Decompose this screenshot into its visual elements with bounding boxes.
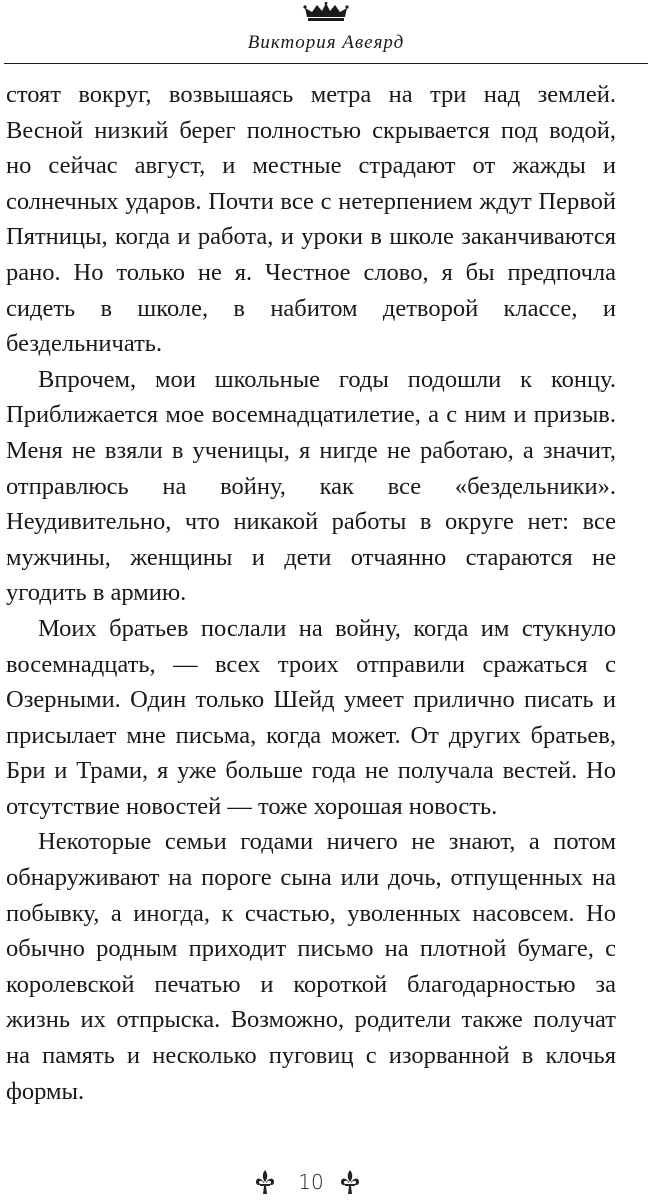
paragraph-3: Моих братьев послали на войну, когда им стукнуло восемнадцать, — всех троих отправили сражаться с Озерными. Один только Шейд умеет прилично писать и присылает мне письма, когда может. От других братьев, Бри и Трами, я уже больше года не получала вестей. Но отсутствие новостей — тоже хорошая новость. [6, 614, 616, 820]
fleur-de-lis-icon [339, 1168, 361, 1196]
header-divider [4, 63, 648, 64]
fleur-de-lis-icon [254, 1168, 276, 1196]
running-head: Виктория Авеярд [247, 32, 405, 53]
paragraph-2: Впрочем, мои школьные годы подошли к концу. Приближается мое восемнадцатилетие, а с ним и призыв. Меня не взяли в ученицы, я нигде не работаю, а значит, отправлюсь на войну, как все «бездельники». Неудивительно, что никакой работы в округе нет: все мужчины, женщины и дети отчаянно стараются не угодить в армию. [6, 365, 616, 607]
paragraph-4: Некоторые семьи годами ничего не знают, а потом обнаруживают на пороге сына или дочь, отпущенных на побывку, а иногда, к счастью, уволенных насовсем. Но обычно родным приходит письмо на плотной бумаге, с королевской печатью и короткой благодарностью за жизнь их отпрыска. Возможно, родители также получат на память и несколько пуговиц с изорванной в клочья формы. [6, 828, 616, 1105]
page-number: 10 [298, 1170, 324, 1194]
page-footer [0, 1168, 652, 1198]
crown-icon [303, 2, 349, 22]
paragraph-1: стоят вокруг, возвышаясь метра на три над землей. Весной низкий берег полностью скрывается под водой, но сейчас август, и местные страдают от жажды и солнечных ударов. Почти все с нетерпением ждут Первой Пятницы, когда и работа, и уроки в школе заканчиваются рано. Но только не я. Честное слово, я бы предпочла сидеть в школе, в набитом детворой классе, и бездельничать. [6, 81, 616, 358]
page-body [6, 77, 616, 1109]
